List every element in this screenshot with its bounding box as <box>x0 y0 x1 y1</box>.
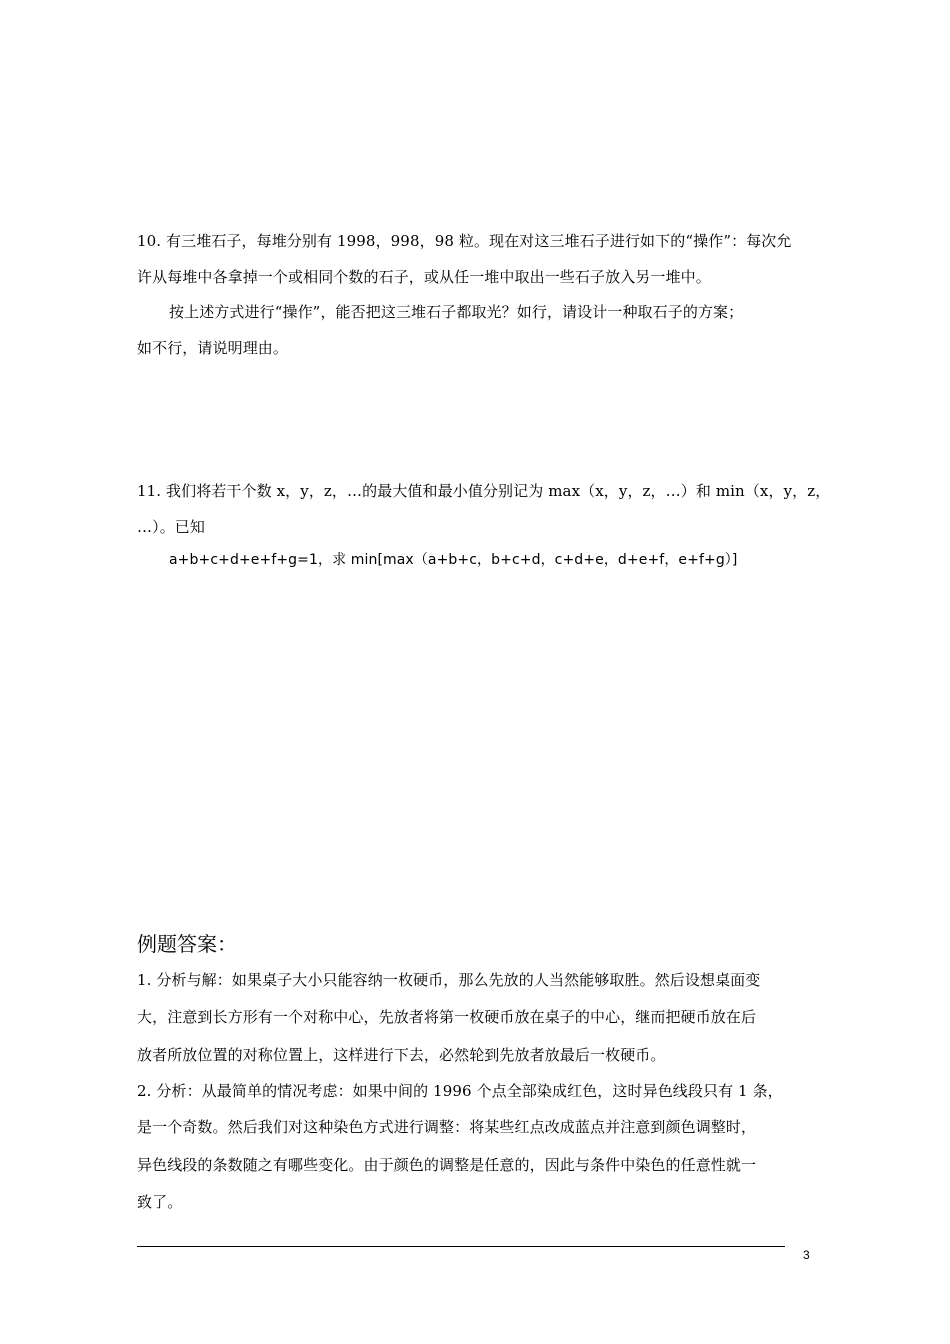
problem-10-line-2: 许从每堆中各拿掉一个或相同个数的石子，或从任一堆中取出一些石子放入另一堆中。 <box>137 268 711 286</box>
answer-2-line-2: 是一个奇数。然后我们对这种染色方式进行调整：将某些红点改成蓝点并注意到颜色调整时， <box>137 1118 757 1136</box>
answer-2-line-1: 2. 分析：从最简单的情况考虑：如果中间的 1996 个点全部染成红色，这时异色线段只有 1 条， <box>137 1082 783 1100</box>
problem-10-line-3: 按上述方式进行“操作”，能否把这三堆石子都取光？如行，请设计一种取石子的方案； <box>169 303 744 321</box>
answer-1-line-3: 放者所放位置的对称位置上，这样进行下去，必然轮到先放者放最后一枚硬币。 <box>137 1046 666 1064</box>
problem-11-formula: a+b+c+d+e+f+g=1，求 min[max（a+b+c，b+c+d，c+d+e，d+e+f，e+f+g）] <box>169 552 738 568</box>
answer-2-line-3: 异色线段的条数随之有哪些变化。由于颜色的调整是任意的，因此与条件中染色的任意性就一 <box>137 1156 757 1174</box>
answers-heading: 例题答案： <box>137 932 237 956</box>
answer-2-line-4: 致了。 <box>137 1193 183 1211</box>
page-number: 3 <box>803 1248 810 1262</box>
problem-10-line-1: 10. 有三堆石子，每堆分别有 1998，998，98 粒。现在对这三堆石子进行如下的“操作”：每次允 <box>137 232 792 250</box>
problem-10-line-4: 如不行，请说明理由。 <box>137 339 289 357</box>
answer-1-line-2: 大，注意到长方形有一个对称中心，先放者将第一枚硬币放在桌子的中心，继而把硬币放在后 <box>137 1008 757 1026</box>
footer-divider <box>137 1246 785 1247</box>
problem-11-line-1: 11. 我们将若干个数 x，y，z，…的最大值和最小值分别记为 max（x，y，z，…）和 min（x，y，z， <box>137 482 831 500</box>
problem-11-line-2: …）。已知 <box>137 518 206 536</box>
answer-1-line-1: 1. 分析与解：如果桌子大小只能容纳一枚硬币，那么先放的人当然能够取胜。然后设想桌面变 <box>137 971 761 989</box>
